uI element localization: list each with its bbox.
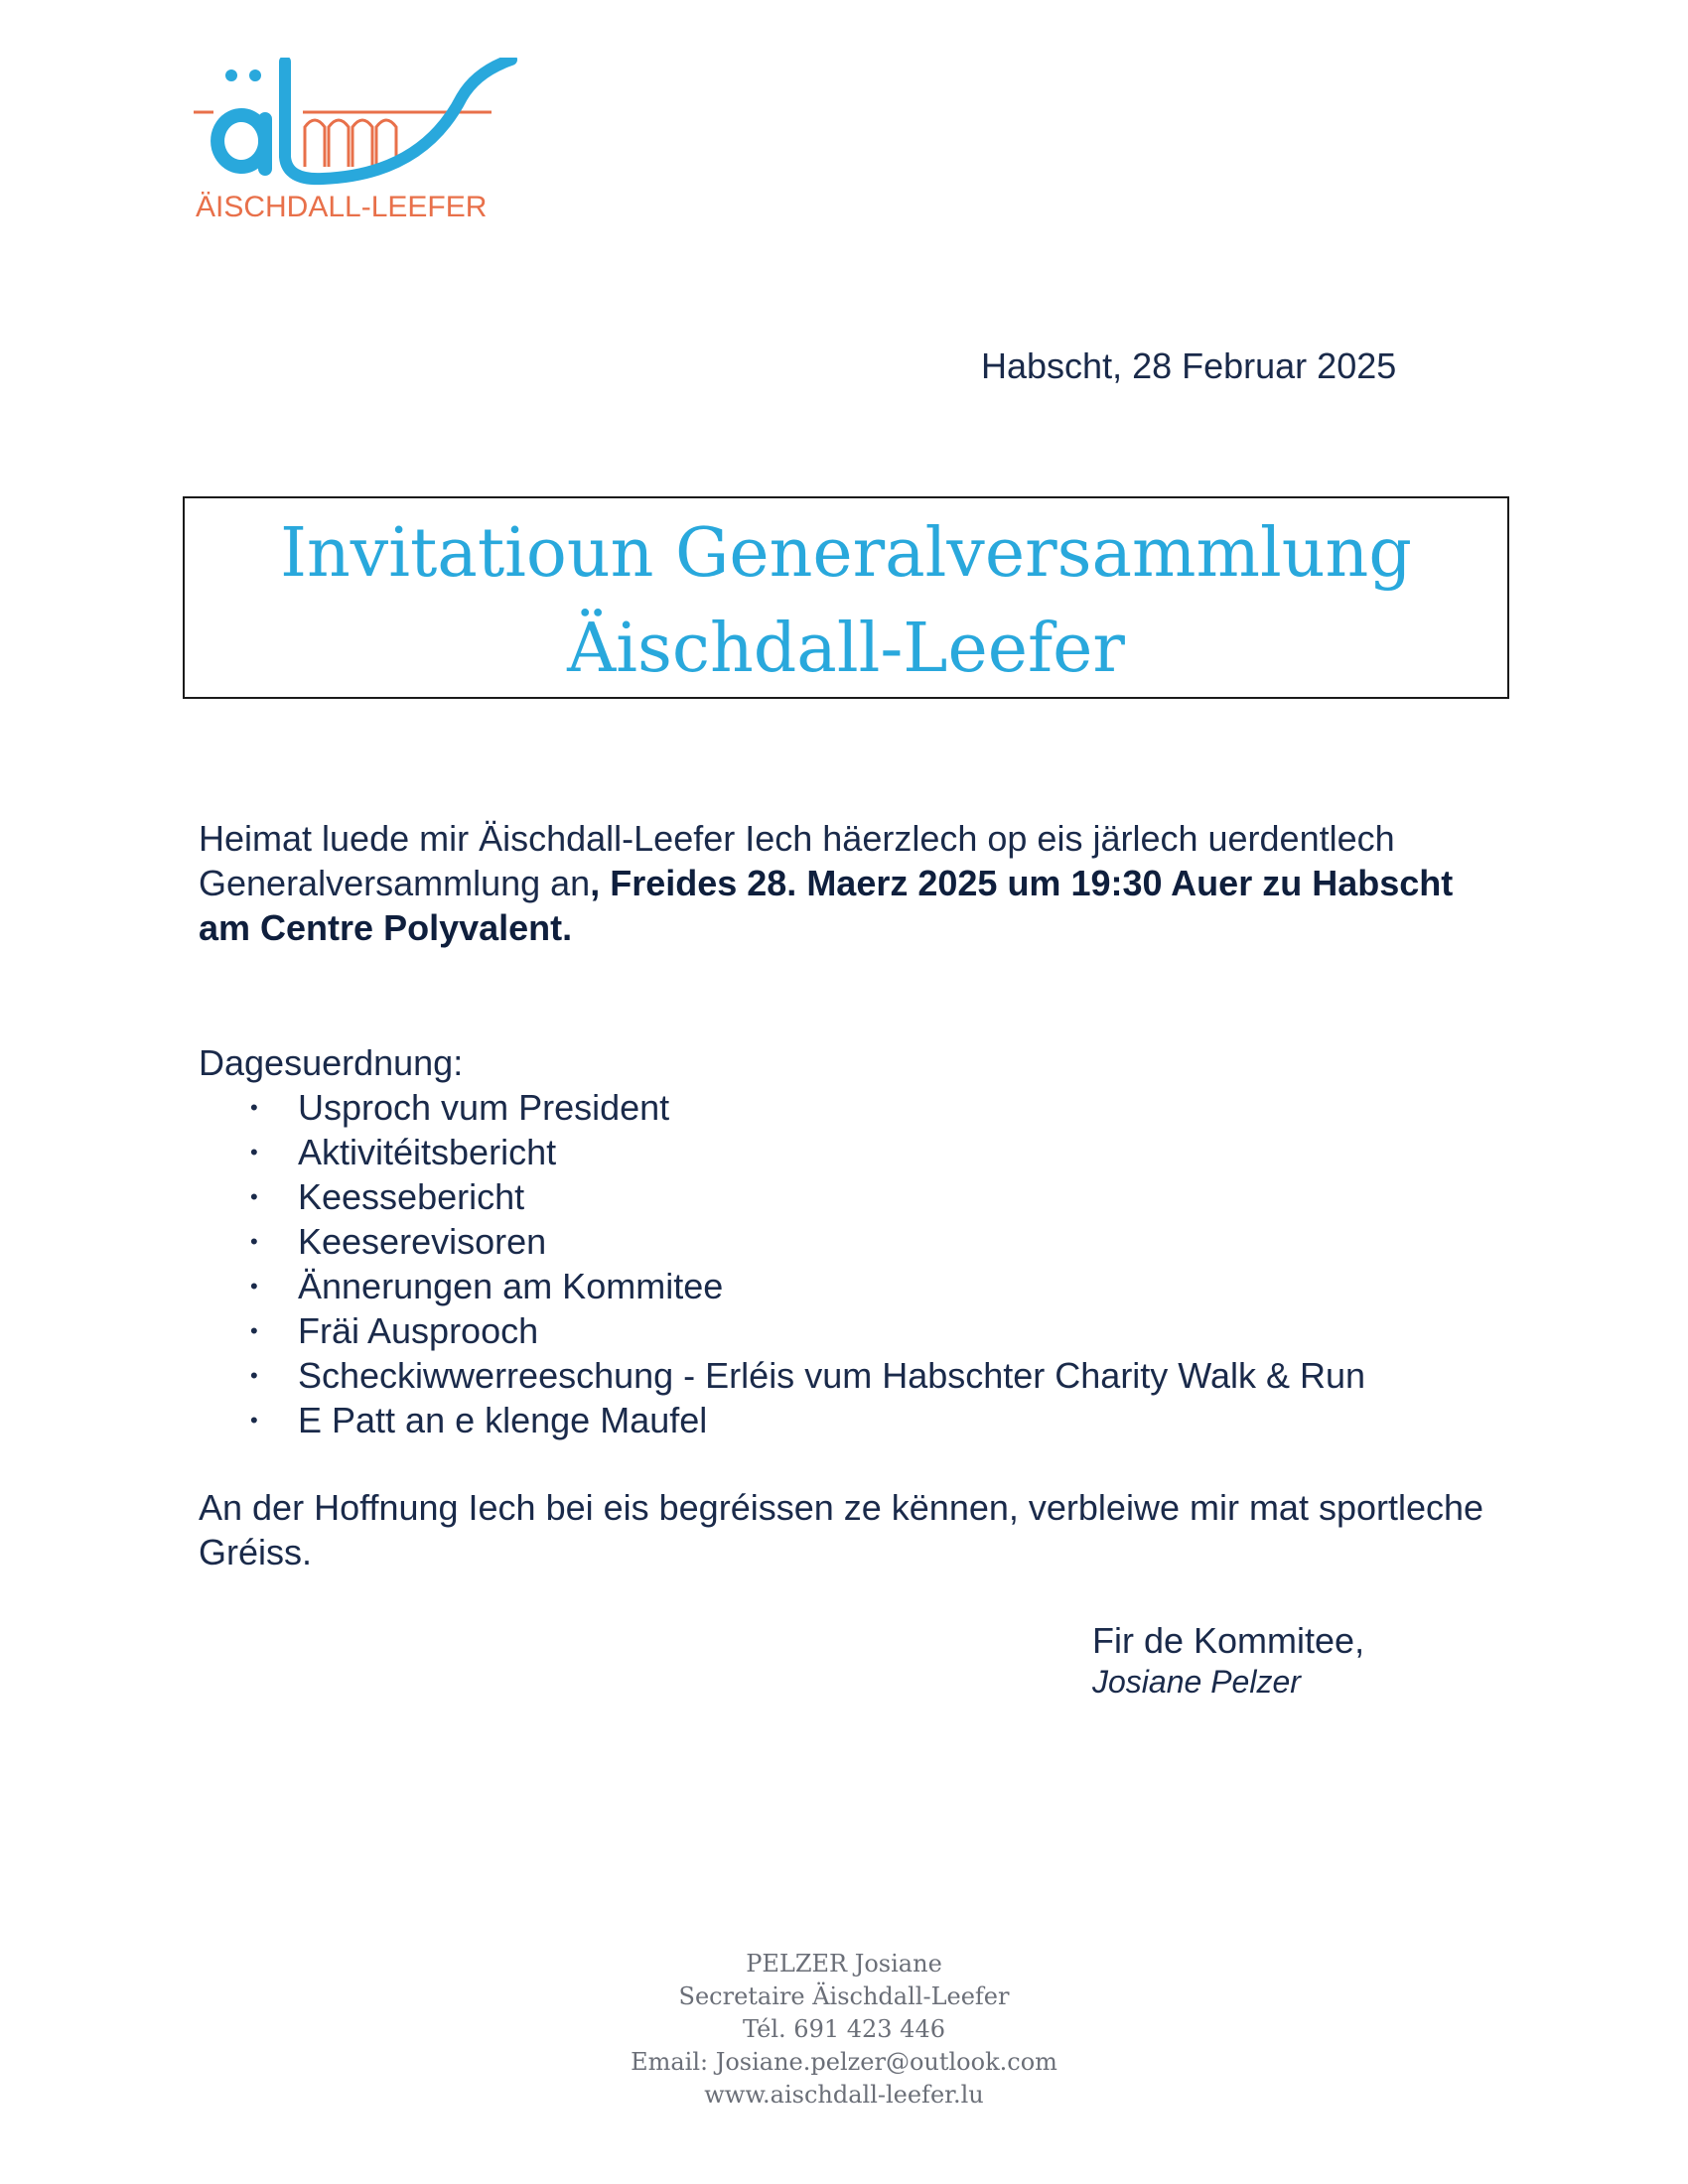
bullet-icon: • (250, 1229, 258, 1254)
bullet-icon: • (250, 1184, 258, 1209)
footer-phone: Tél. 691 423 446 (743, 2015, 945, 2043)
agenda-item-label: Usproch vum President (298, 1087, 670, 1128)
agenda-item (199, 1174, 1365, 1219)
agenda-item-label: Keessebericht (298, 1176, 525, 1217)
agenda-item (199, 1130, 1365, 1174)
intro-bold-details: , Freides 28. Maerz 2025 um 19:30 Auer zu Habscht am Centre Polyvalent. (199, 863, 1454, 948)
letter-date: Habscht, 28 Februar 2025 (981, 345, 1397, 386)
footer-contact (0, 1948, 1688, 2112)
closing-paragraph: An der Hoffnung Iech bei eis begréissen ze kënnen, verbleiwe mir mat sportleche Gréiss. (199, 1487, 1484, 1572)
agenda-item-label: Aktivitéitsbericht (298, 1132, 557, 1172)
club-logo (194, 58, 531, 236)
logo-caption: ÄISCHDALL-LEEFER (196, 191, 488, 223)
bullet-icon: • (250, 1318, 258, 1343)
intro-text: Heimat luede mir Äischdall-Leefer Iech häerzlech op eis järlech uerdentlech Generalversammlung an (199, 818, 1395, 903)
bullet-icon: • (250, 1274, 258, 1298)
agenda-item (199, 1398, 1365, 1442)
agenda-item (199, 1264, 1365, 1308)
title-line-2: Äischdall-Leefer (567, 610, 1125, 688)
agenda-item (199, 1219, 1365, 1264)
agenda-heading: Dagesuerdnung: (199, 1042, 464, 1083)
intro-paragraph (199, 816, 1489, 950)
agenda-item (199, 1085, 1365, 1130)
agenda-item (199, 1353, 1365, 1398)
agenda-item-label: Fräi Ausprooch (298, 1310, 539, 1351)
agenda-item-label: Keeserevisoren (298, 1221, 547, 1262)
bullet-icon: • (250, 1408, 258, 1433)
signoff: Fir de Kommitee, (1092, 1620, 1365, 1661)
bullet-icon: • (250, 1140, 258, 1164)
bullet-icon: • (250, 1363, 258, 1388)
agenda-item (199, 1308, 1365, 1353)
footer-role: Secretaire Äischdall-Leefer (678, 1982, 1010, 2010)
agenda-item-label: Ännerungen am Kommitee (298, 1266, 724, 1306)
title-box (183, 496, 1509, 699)
footer-website: www.aischdall-leefer.lu (704, 2081, 984, 2109)
footer-email: Email: Josiane.pelzer@outlook.com (631, 2048, 1057, 2076)
signature-name: Josiane Pelzer (1092, 1664, 1301, 1700)
title-line-1: Invitatioun Generalversammlung (280, 514, 1412, 593)
agenda-list (199, 1085, 1365, 1442)
bullet-icon: • (250, 1095, 258, 1120)
footer-name: PELZER Josiane (746, 1950, 942, 1978)
agenda-item-label: Scheckiwwerreeschung - Erléis vum Habschter Charity Walk & Run (298, 1355, 1366, 1396)
agenda-item-label: E Patt an e klenge Maufel (298, 1400, 708, 1440)
logo-graphic (194, 58, 531, 197)
